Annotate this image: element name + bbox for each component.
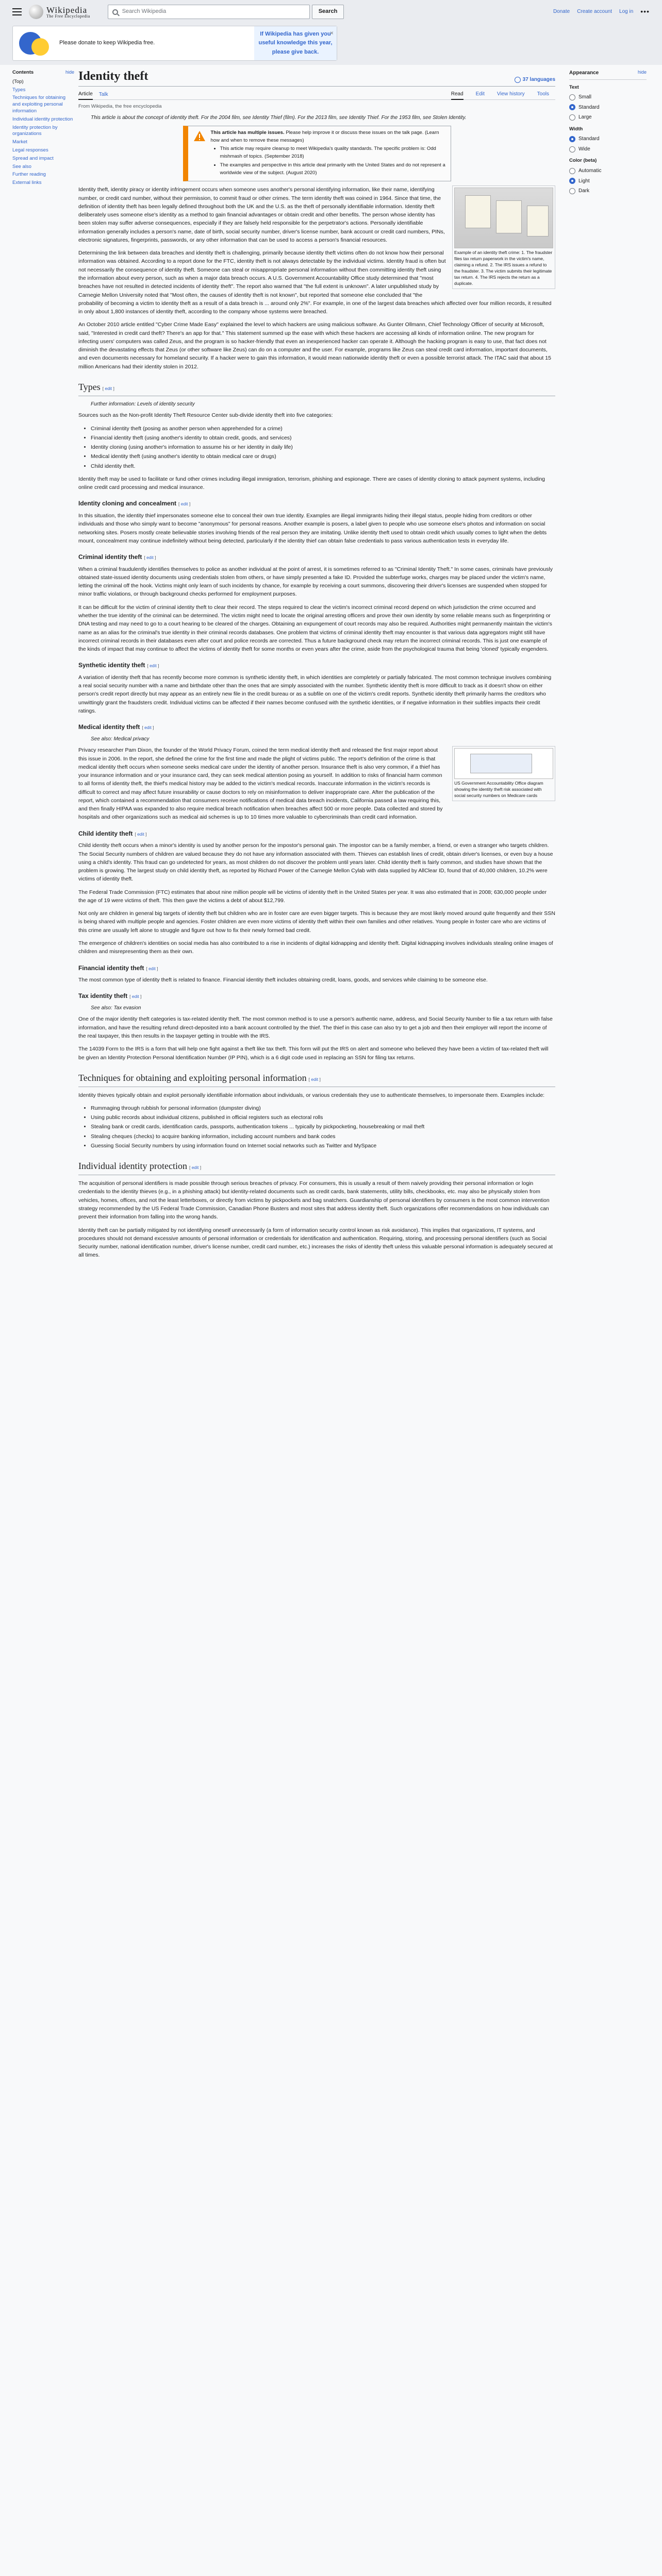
donation-banner <box>12 26 337 61</box>
text-option[interactable]: Small <box>569 93 647 101</box>
toc-item[interactable]: Types <box>12 87 26 93</box>
donate-link[interactable]: Donate <box>553 9 570 15</box>
paragraph: It can be difficult for the victim of criminal identity theft to clear their record. The steps required to clear the victim's incorrect criminal record depend on which jurisdiction the crime occurred and whether the true identity of the criminal can be determined. The victim might need to locate the original arresting officers and prove their own identity by some reliable means such as fingerprinting or DNA testing and may need to go to a court hearing to be cleared of the charges. Obtaining an expungement of court records may also be required. Authorities might permanently maintain the victim's name as an alias for the criminal's true identity in their criminal records databases. One problem that victims of criminal identity theft may encounter is that various data aggregators might still have incorrect criminal records in their databases even after court and police records are corrected. Thus a future background check may return the incorrect criminal records. This is just one example of the kinds of impact that may continue to affect the victims of identity theft for some months or even years after the crime, aside from the psychological trauma that being 'cloned' typically engenders. <box>78 604 552 653</box>
tab-read[interactable]: Read <box>451 89 464 100</box>
paragraph: The Federal Trade Commission (FTC) estimates that about nine million people will be victims of identity theft in the United States per year. It was also estimated that in 2008; 630,000 people under the age of 19 were victims of theft. This then gave the victims a debt of about $12,799. <box>78 889 547 904</box>
color-option[interactable]: Dark <box>569 187 647 195</box>
donation-illustration <box>17 29 53 58</box>
appearance-hide-button[interactable]: hide <box>637 70 647 75</box>
paragraph: Child identity theft occurs when a minor's identity is used by another person for the impostor's personal gain. The impostor can be a family member, a friend, or even a stranger who targets children. The Social Security numbers of children are valued because they do not have any information associated with them. Thieves can establish lines of credit, obtain driver's licenses, or even buy a house using a child's identity. This fraud can go undetected for years, as most children do not discover the problem until years later. Child identity theft is fairly common, and studies have shown that the problem is growing. The largest study on child identity theft, as reported by Richard Power of the Carnegie Mellon Cylab with data supplied by AllClear ID, found that of 40,000 children, 10.2% were victims of identity theft. <box>78 842 553 883</box>
toc-item[interactable]: Spread and impact <box>12 155 54 161</box>
page-title: Identity theft <box>78 70 148 83</box>
section-heading-cloning: Identity cloning and concealment [ edit ] <box>78 500 191 507</box>
tab-article[interactable]: Article <box>78 89 93 100</box>
color-label: Color (beta) <box>569 158 597 164</box>
radio-icon[interactable] <box>569 114 575 121</box>
infobox <box>452 185 555 289</box>
figure-caption: US Government Accountability Office diagram showing the identity theft risk associated with social security numbers on Medicare cards <box>454 781 543 799</box>
search-icon <box>112 9 118 15</box>
multiple-issues-box <box>183 126 451 181</box>
tax-refund-diagram[interactable] <box>454 188 553 248</box>
tab-talk[interactable]: Talk <box>98 91 108 97</box>
create-account-link[interactable]: Create account <box>577 9 613 15</box>
see-also-note: See also: Medical privacy <box>91 736 150 742</box>
article-main <box>78 69 555 1264</box>
section-heading-child: Child identity theft [ edit ] <box>78 829 147 837</box>
list-item: • Stealing bank or credit cards, identification cards, passports, authentication tokens ... typically by pickpocketing, housebreaking or mail theft <box>91 1123 555 1131</box>
article-content <box>78 185 555 1259</box>
page-tabs <box>78 90 555 100</box>
section-heading-protection: Individual identity protection [ edit ] <box>78 1159 555 1175</box>
tab-history[interactable]: View history <box>496 91 525 97</box>
ambox-item: • This article may require cleanup to meet Wikipedia's quality standards. The specific problem is: Odd mishmash of topics. (September 2018) <box>220 145 446 160</box>
color-option[interactable]: Automatic <box>569 167 647 175</box>
toc-item[interactable]: Further reading <box>12 172 46 178</box>
login-link[interactable]: Log in <box>619 9 634 15</box>
edit-section-link[interactable]: edit <box>144 725 152 731</box>
paragraph: The 14039 Form to the IRS is a form that will help one fight against a theft like tax theft. This form will put the IRS on alert and someone who believed they have been a victim of tax-related theft will be given an Identity Protection Personal Identification Number (IP PIN), which is a 6 digit code used in replacing an SSN for filing tax returns. <box>78 1046 549 1061</box>
edit-section-link[interactable]: edit <box>191 1165 199 1171</box>
radio-icon[interactable] <box>569 104 575 110</box>
section-heading-types: Types [ edit ] <box>78 380 555 396</box>
intro-paragraph: Identity theft, identity piracy or identity infringement occurs when someone uses another's personal identifying information, like their name, identifying number, or credit card number, without their permission, to commit fraud or other crimes. The term identity theft was coined in 1964. Since that time, the definition of identity theft has been legally defined throughout both the UK and the U.S. as the theft of personally identifiable information. Identity theft deliberately uses someone else's identity as a method to gain financial advantages or obtain credit and other benefits. The person whose identity has been stolen may suffer adverse consequences, especially if they are falsely held responsible for the perpetrator's actions. Personally identifiable information generally includes a person's name, date of birth, social security number, driver's license number, bank account or credit card numbers, PINs, electronic signatures, fingerprints, passwords, or any other information that can be used to access a person's financial resources. <box>78 187 445 243</box>
language-icon <box>515 77 521 83</box>
edit-section-link[interactable]: edit <box>137 831 144 837</box>
paragraph: Not only are children in general big targets of identity theft but children who are in foster care are even bigger targets. This is because they are most likely moved around quite frequently and their SSN is being shared with multiple people and agencies. Foster children are even more victims of identity theft within their own families and other relatives. Young people in foster care who are victims of this crime are usually left alone to struggle and figure out how to fix their newly formed bad credit. <box>78 910 555 934</box>
ambox-intro: Please help improve it or discuss these issues on the talk page. (Learn how and when to remove these messages) <box>210 130 439 143</box>
radio-icon[interactable] <box>569 168 575 174</box>
list-item: • Guessing Social Security numbers by using information found on Internet social networks such as Twitter and MySpace <box>91 1142 555 1150</box>
list-item: • Identity cloning (using another's information to assume his or her identity in daily life) <box>91 443 555 451</box>
types-lead: Sources such as the Non-profit Identity Theft Resource Center sub-divide identity theft into five categories: <box>78 412 333 419</box>
more-options-icon[interactable]: ••• <box>640 7 650 16</box>
ambox-title: This article has multiple issues. <box>210 130 285 136</box>
donation-text: Please donate to keep Wikipedia free. <box>59 40 155 46</box>
section-heading-financial: Financial identity theft [ edit ] <box>78 964 158 972</box>
appearance-panel <box>569 69 647 197</box>
color-option[interactable]: Light <box>569 177 647 185</box>
paragraph: The acquisition of personal identifiers is made possible through serious breaches of privacy. For consumers, this is usually a result of them naively providing their personal information or login credentials to the identity thieves (e.g., in a phishing attack) but identity-related documents such as credit cards, bank statements, utility bills, checkbooks, etc. may also be physically stolen from vehicles, homes, offices, and not the least letterboxes, or directly from victims by pickpockets and bag snatchers. Guardianship of personal identifiers by consumers is the most common intervention strategy recommended by the US Federal Trade Commission, Canadian Phone Busters and most sites that address identity theft. Such organizations offer recommendations on how individuals can prevent their information from falling into the wrong hands. <box>78 1180 550 1221</box>
radio-icon[interactable] <box>569 178 575 184</box>
appearance-heading: Appearance <box>569 70 599 76</box>
section-heading-synthetic: Synthetic identity theft [ edit ] <box>78 662 159 669</box>
paragraph: One of the major identity theft categories is tax-related identity theft. The most common method is to use a person's authentic name, address, and Social Security Number to file a tax return with false information, and have the resulting refund direct-deposited into a bank account controlled by the thief. The thief in this case can also try to get a job and then their employer will report the income of the real taxpayer, this then results in the taxpayer getting in trouble with the IRS. <box>78 1016 553 1039</box>
table-of-contents <box>12 69 74 188</box>
toc-item[interactable]: External links <box>12 180 42 186</box>
edit-section-link[interactable]: edit <box>150 663 157 669</box>
toc-item[interactable]: Techniques for obtaining and exploiting personal information <box>12 95 65 114</box>
paragraph: Privacy researcher Pam Dixon, the founder of the World Privacy Forum, coined the term medical identity theft and released the first major report about this issue in 2006. In the report, she defined the crime for the first time and made the plight of victims public. The report's definition of the crime is that medical identity theft occurs when someone seeks medical care under the identity of another person. Insurance theft is also very common, if a thief has your insurance information and or your insurance card, they can seek medical attention posing as yourself. In addition to risks of financial harm common to all forms of identity theft, the thief's medical history may be added to the victim's medical records. Inaccurate information in the victim's records is difficult to correct and may affect future insurability or cause doctors to rely on misinformation to deliver inappropriate care. After the publication of the report, which contained a recommendation that consumers receive notifications of medical data breach incidents, California passed a law requiring this, and then finally HIPAA was expanded to also require medical breach notification when breaches affect 500 or more people. Data collected and stored by hospitals and other organizations such as medical aid schemes is up to 10 times more valuable to cybercriminals than credit card information. <box>78 747 443 821</box>
toc-item[interactable]: Market <box>12 139 28 145</box>
close-icon[interactable]: × <box>329 29 334 37</box>
width-label: Width <box>569 126 583 132</box>
section-heading-criminal: Criminal identity theft [ edit ] <box>78 553 156 561</box>
edit-section-link[interactable]: edit <box>105 385 112 391</box>
radio-icon[interactable] <box>569 94 575 100</box>
paragraph: When a criminal fraudulently identifies themselves to police as another individual at the point of arrest, it is sometimes referred to as "Criminal Identity Theft." In some cases, criminals have previously obtained state-issued identity documents using credentials stolen from others, or have simply presented a fake ID. Provided the subterfuge works, charges may be placed under the victim's name, letting the criminal off the hook. Victims might only learn of such incidents by chance, for example by receiving a court summons, discovering their driver's licenses are suspended when stopped for minor traffic violations, or through background checks performed for employment purposes. <box>78 566 553 598</box>
intro-paragraph: An October 2010 article entitled "Cyber Crime Made Easy" explained the level to which hackers are using malicious software. As Gunter Ollmann, Chief Technology Officer of security at Microsoft, said, "Interested in credit card theft? There's an app for that." This statement summed up the ease with which these hackers are accessing all kinds of information online. The new program for infecting users' computers was called Zeus, and the program is so hacker-friendly that even an inexperienced hacker can operate it. Although the hacking program is easy to use, that fact does not diminish the devastating effects that Zeus (or other software like Zeus) can do on a computer and the user. For example, programs like Zeus can steal credit card information, important documents, and even documents necessary for homeland security. If a hacker were to gain this information, it would mean nationwide identity theft or even a possible terrorist attack. The ITAC said that about 15 million Americans had their identity stolen in 2012. <box>78 321 551 370</box>
edit-section-link[interactable]: edit <box>311 1076 319 1082</box>
section-heading-medical: Medical identity theft [ edit ] <box>78 723 154 731</box>
edit-section-link[interactable]: edit <box>180 501 188 507</box>
paragraph: Identity theft can be partially mitigated by not identifying oneself unnecessarily (a form of information security control known as risk avoidance). This implies that organizations, IT systems, and procedures should not demand excessive amounts of personal information or credentials for identification and authentication. Requiring, storing, and processing personal identifiers (such as Social Security number, national identification number, driver's license number, credit card number, etc.) increases the risks of identity theft unless this valuable personal information is adequately secured at all times. <box>78 1227 553 1259</box>
radio-icon[interactable] <box>569 136 575 142</box>
section-heading-tax: Tax identity theft [ edit ] <box>78 992 142 1000</box>
hatnote: This article is about the concept of identity theft. For the 2004 film, see Identity Thief (film). For the 2013 film, see Identity Thief. For the 1953 film, see Stolen Identity. <box>91 114 467 121</box>
search-input[interactable]: Search Wikipedia <box>108 5 310 19</box>
top-banner <box>0 0 662 65</box>
tab-tools[interactable]: Tools <box>537 91 549 97</box>
list-item: • Financial identity theft (using another's identity to obtain credit, goods, and services) <box>91 434 555 442</box>
edit-section-link[interactable]: edit <box>146 555 154 561</box>
toc-item[interactable]: Legal responses <box>12 147 48 154</box>
toc-item[interactable]: Individual identity protection <box>12 116 73 122</box>
paragraph: The emergence of children's identities on social media has also contributed to a rise in incidents of digital kidnapping and identity theft. Digital kidnapping involves individuals stealing online images of children and misrepresenting them as their own. <box>78 940 553 955</box>
list-item: • Medical identity theft (using another's identity to obtain medical care or drugs) <box>91 452 555 461</box>
medicare-diagram[interactable] <box>454 748 553 779</box>
further-information-note: Further information: Levels of identity security <box>91 401 195 407</box>
see-also-note: See also: Tax evasion <box>91 1005 141 1011</box>
list-item: • Criminal identity theft (posing as another person when apprehended for a crime) <box>91 425 555 433</box>
width-option[interactable]: Wide <box>569 145 647 154</box>
paragraph: A variation of identity theft that has recently become more common is synthetic identity theft, in which identities are completely or partially fabricated. The most common technique involves combining a real social security number with a name and birthdate other than the ones that are simply associated with the number. Synthetic identity theft is more difficult to track as it doesn't show on either person's credit report directly but may appear as an entirely new file in the credit bureau or as a subfile on one of the victim's credit reports. Synthetic identity theft primarily harms the creditors who unwittingly grant the fraudsters credit. Individual victims can be affected if their names become confused with the synthetic identities, or if negative information in their subfiles impacts their credit ratings. <box>78 674 552 714</box>
infobox-caption: Example of an identity theft crime: 1. The fraudster files tax return paperwork in the victim's name, claiming a refund. 2. The IRS issues a refund to the fraudster. 3. The victim submits their legitimate tax return. 4. The IRS rejects the return as a duplicate. <box>454 250 553 286</box>
types-after: Identity theft may be used to facilitate or fund other crimes including illegal immigration, terrorism, phishing and espionage. There are cases of identity cloning to attack payment systems, including online credit card processing and medical insurance. <box>78 476 545 491</box>
toc-hide-button[interactable]: hide <box>65 70 74 75</box>
personal-tools <box>553 6 650 18</box>
toc-item[interactable]: (Top) <box>12 78 24 84</box>
list-item: • Rummaging through rubbish for personal information (dumpster diving) <box>91 1104 555 1112</box>
toc-item[interactable]: Identity protection by organizations <box>12 124 58 137</box>
edit-section-link[interactable]: edit <box>148 965 156 971</box>
radio-icon[interactable] <box>569 146 575 152</box>
list-item: • Using public records about individual citizens, published in official registers such as electoral rolls <box>91 1113 555 1122</box>
site-header <box>0 0 662 24</box>
width-option[interactable]: Standard <box>569 135 647 143</box>
intro-paragraph: Determining the link between data breaches and identity theft is challenging, primarily because identity theft victims often do not know how their personal information was obtained. According to a report done for the FTC, identity theft is not always detectable by the individual victims. Identity fraud is often but not necessarily the consequence of identity theft. Someone can steal or misappropriate personal information without then committing identity theft using the information about every person, such as when a major data breach occurs. A U.S. Government Accountability Office study determined that "most breaches have not resulted in detected incidents of identity theft". The report also warned that "the full extent is unknown". A later unpublished study by Carnegie Mellon University noted that "Most often, the causes of identity theft is not known", but reported that someone else concluded that "the probability of becoming a victim to identity theft as a result of a data breach is ... around only 2%". For example, in one of the largest data breaches which affected over four million records, it resulted in only about 1,800 instances of identity theft, according to the company whose systems were breached. <box>78 250 552 315</box>
search-button[interactable]: Search <box>312 5 344 19</box>
section-heading-techniques: Techniques for obtaining and exploiting personal information [ edit ] <box>78 1071 555 1087</box>
paragraph: The most common type of identity theft is related to finance. Financial identity theft includes obtaining credit, loans, goods, and services while claiming to be someone else. <box>78 977 488 984</box>
toc-item[interactable]: See also <box>12 163 31 170</box>
paragraph: Identity thieves typically obtain and exploit personally identifiable information about individuals, or various credentials they use to authenticate themselves, to impersonate them. Examples include: <box>78 1092 545 1098</box>
paragraph: In this situation, the identity thief impersonates someone else to conceal their own true identity. Examples are illegal immigrants hiding their illegal status, people hiding from creditors or other individuals and those who simply want to become "anonymous" for personal reasons. Another example is posers, a label given to people who use someone else's photos and information on social networking sites. Posers mostly create believable stories involving friends of the real person they are imitating. Unlike identity theft used to obtain credit which usually comes to light when the debts mount, concealment may continue indefinitely without being detected, particularly if the identity thief can obtain false credentials to pass various authentication tests in everyday life. <box>78 513 547 544</box>
list-item: • Child identity theft. <box>91 462 555 470</box>
main-menu-icon[interactable] <box>12 8 22 15</box>
wordmark[interactable]: Wikipedia The Free Encyclopedia <box>46 5 90 19</box>
ambox-item: • The examples and perspective in this article deal primarily with the United States and do not represent a worldwide view of the subject. (August 2020) <box>220 162 446 177</box>
text-option[interactable]: Large <box>569 113 647 122</box>
wikipedia-globe-icon[interactable] <box>29 5 43 19</box>
list-item: • Stealing cheques (checks) to acquire banking information, including account numbers and bank codes <box>91 1132 555 1141</box>
text-option[interactable]: Standard <box>569 104 647 112</box>
language-button[interactable]: 37 languages <box>515 76 555 84</box>
text-size-label: Text <box>569 84 579 90</box>
radio-icon[interactable] <box>569 188 575 194</box>
tagline: From Wikipedia, the free encyclopedia <box>78 103 162 109</box>
edit-section-link[interactable]: edit <box>131 994 139 999</box>
warning-icon <box>193 130 206 142</box>
donation-cta[interactable]: If Wikipedia has given you useful knowledge this year, please give back. <box>254 26 337 60</box>
medicare-figure <box>452 746 555 801</box>
tab-edit[interactable]: Edit <box>475 91 485 97</box>
contents-heading: Contents <box>12 70 34 75</box>
